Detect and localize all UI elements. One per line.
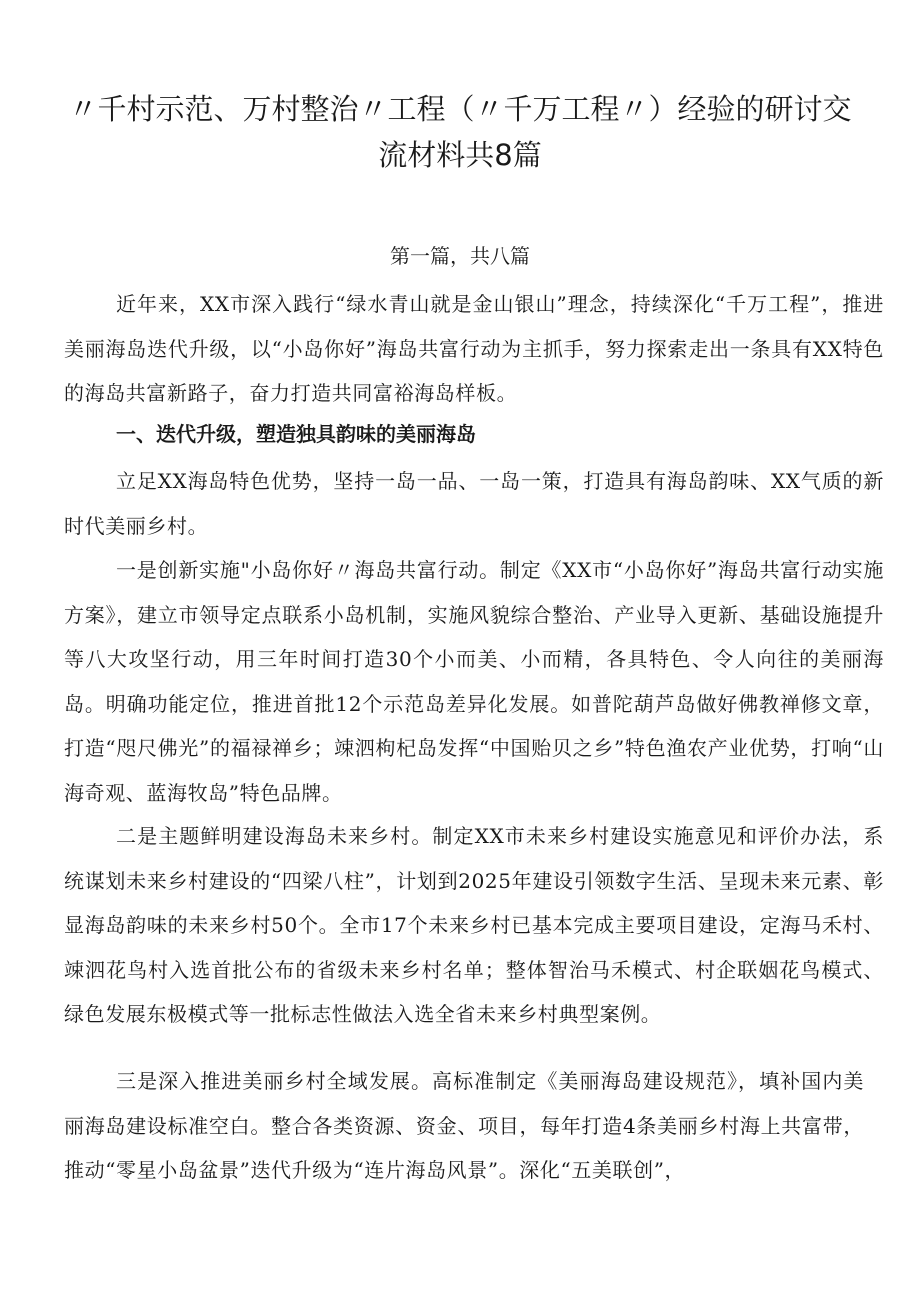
section-item-paragraph-2: 二是主题鲜明建设海岛未来乡村。制定XX市未来乡村建设实施意见和评价办法，系统谋划未来乡村建设的“四梁八柱”，计划到2025年建设引领数字生活、呈现未来元素、彰显海岛韵味的未来乡村50个。全市17个未来乡村已基本完成主要项目建设，定海马禾村、竦泗花鸟村入选首批公布的省级未来乡村名单；整体智治马禾模式、村企联姻花鸟模式、绿色发展东极模式等一批标志性做法入选全省未来乡村典型案例。 [64,824,884,1026]
intro-paragraph: 近年来，XX市深入践行“绿水青山就是金山银山”理念，持续深化“千万工程”，推进美丽海岛迭代升级，以“小岛你好”海岛共富行动为主抓手，努力探索走出一条具有XX特色的海岛共富新路子，奋力打造共同富裕海岛样板。 [64,292,884,405]
section-item-paragraph-1: 一是创新实施"小岛你好〃海岛共富行动。制定《XX市“小岛你好”海岛共富行动实施方案》，建立市领导定点联系小岛机制，实施风貌综合整治、产业导入更新、基础设施提升等八大攻坚行动，用三年时间打造30个小而美、小而精，各具特色、令人向往的美丽海岛。明确功能定位，推进首批12个示范岛差异化发展。如普陀葫芦岛做好佛教禅修文章，打造“咫尺佛光”的福禄禅乡；竦泗枸杞岛发挥“中国贻贝之乡”特色渔农产业优势，打响“山海奇观、蓝海牧岛”特色品牌。 [64,558,884,805]
document-title: 〃千村示范、万村整治〃工程（〃千万工程〃）经验的研讨交流材料共8篇 [68,92,852,172]
section-item-paragraph-3: 三是深入推进美丽乡村全域发展。高标准制定《美丽海岛建设规范》，填补国内美丽海岛建设标准空白。整合各类资源、资金、项目，每年打造4条美丽乡村海上共富带，推动“零星小岛盆景”迭代升级为“连片海岛风景”。深化“五美联创”， [64,1069,864,1182]
section-intro-paragraph: 立足XX海岛特色优势，坚持一岛一品、一岛一策，打造具有海岛韵味、XX气质的新时代美丽乡村。 [64,469,884,538]
section-heading: 一、迭代升级，塑造独具韵味的美丽海岛 [116,422,476,446]
part-subtitle: 第一篇，共八篇 [390,244,530,268]
